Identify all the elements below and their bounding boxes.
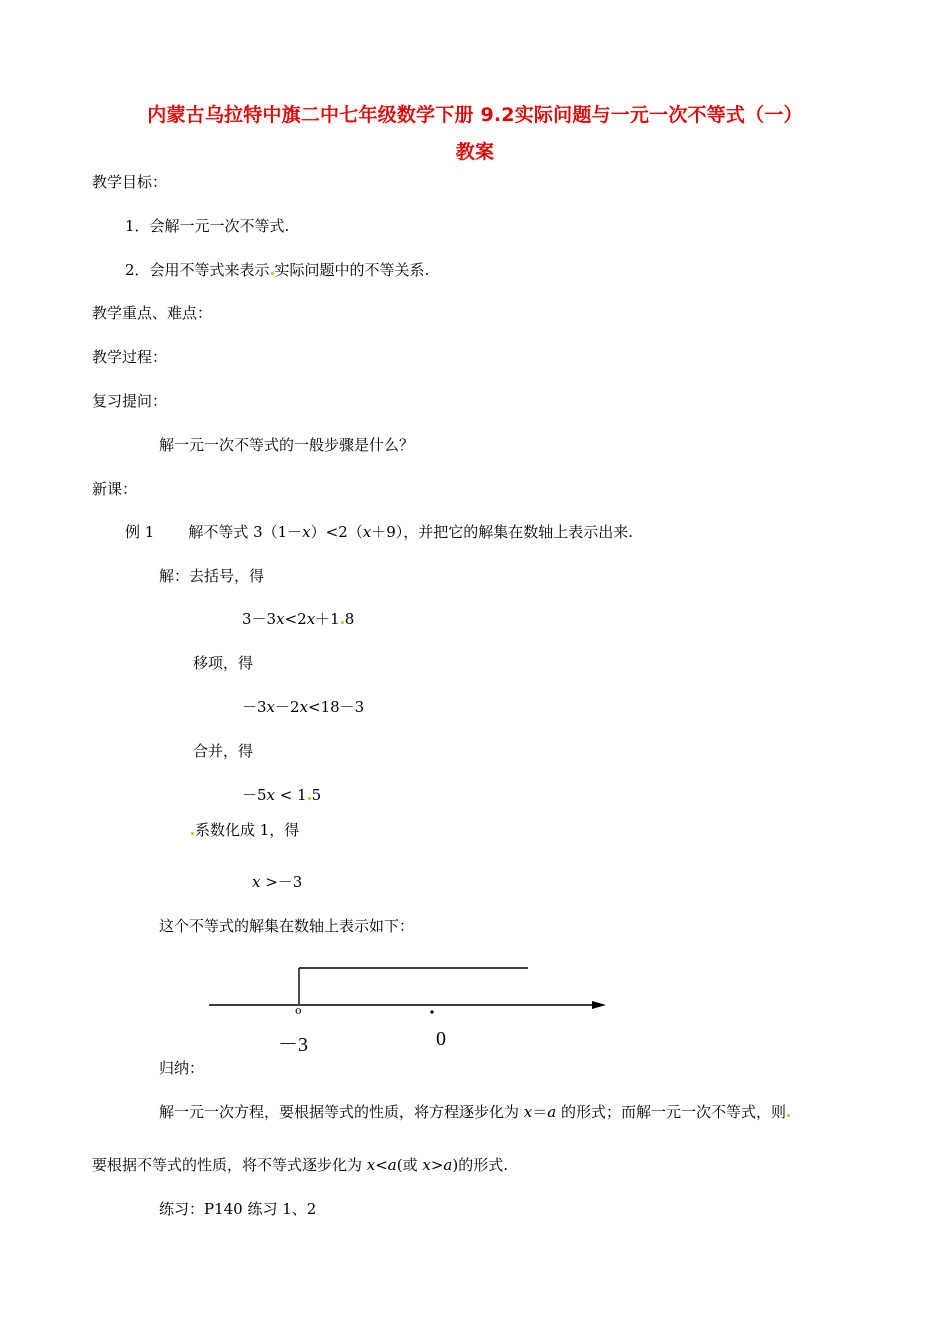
axis-label-minus-3: －3 [278,1034,308,1056]
axis-arrow-icon [592,1001,606,1009]
step3-c: 5 [311,786,322,804]
step1-x1: x [276,610,285,628]
review-question: 解一元一次不等式的一般步骤是什么？ [159,436,415,454]
step1-a: 3－3 [242,610,277,628]
solution-intro: 解：去括号，得 [159,567,265,585]
exercise: 练习：P140 练习 1、2 [159,1200,317,1218]
axis-label-zero: 0 [436,1028,446,1050]
example-text-a: 解不等式 3（1－ [188,523,303,541]
summary2-expr2: x>a [422,1156,453,1174]
marker-dot-icon [308,797,311,800]
document-title-line2: 教案 [455,141,495,163]
summary-heading: 归纳： [159,1059,205,1077]
objectives-heading: 教学目标： [92,173,168,191]
step2-a: －3 [242,698,267,716]
solution-step-3 [242,785,321,805]
step3-x: x [266,786,276,804]
solution-step-4 [252,872,302,892]
example-text-b: ）<2（ [310,523,363,541]
summary2-a: 要根据不等式的性质，将不等式逐步化为 [92,1156,367,1174]
example-label: 例 1 [125,523,155,541]
summary1-var-x: x [523,1103,533,1121]
process-heading: 教学过程： [92,348,168,366]
move-terms-label: 移项，得 [193,654,254,672]
summary2-b: (或 [396,1156,423,1174]
step3-b: < 1 [275,786,307,804]
solution-step-1 [242,609,354,629]
key-points-heading: 教学重点、难点： [92,304,213,322]
marker-dot-icon [191,832,194,835]
step3-a: －5 [242,786,267,804]
step2-x2: x [299,698,309,716]
step1-b: <2 [284,610,307,628]
step1-c: ＋1 [315,610,340,628]
summary-paragraph-line2 [92,1155,508,1175]
summary2-expr1: x<a [366,1156,397,1174]
summary2-c: )的形式. [452,1156,508,1174]
new-lesson-heading: 新课： [92,480,138,498]
review-heading: 复习提问： [92,392,168,410]
objective-2-suffix: 实际问题中的不等关系. [274,261,430,279]
number-line-diagram [0,960,950,1050]
objective-1: 1．会解一元一次不等式. [125,217,290,235]
open-circle-marker: o [295,1004,302,1017]
combine-label: 合并，得 [193,742,254,760]
marker-dot-icon [271,272,274,275]
step1-x2: x [306,610,316,628]
numberline-intro: 这个不等式的解集在数轴上表示如下： [159,917,415,935]
example-text-c: ＋9），并把它的解集在数轴上表示出来. [371,523,634,541]
example-var-x2: x [362,523,372,541]
solution-step-2 [242,697,364,717]
summary1-var-a: a [547,1103,557,1121]
summary1-a: 解一元一次方程，要根据等式的性质，将方程逐步化为 [159,1103,524,1121]
step2-c: <18－3 [308,698,365,716]
step4-b: >－3 [260,873,303,891]
marker-dot-icon [787,1114,790,1117]
document-title-line1: 内蒙古乌拉特中旗二中七年级数学下册 9.2实际问题与一元一次不等式（一） [147,104,803,126]
coefficient-text: 系数化成 1，得 [195,821,300,839]
objective-2-prefix: 2．会用不等式来表示 [125,261,270,279]
summary-paragraph-line1 [159,1102,791,1122]
example-var-x1: x [302,523,311,541]
summary1-b: ＝ [532,1103,548,1121]
step2-b: －2 [275,698,300,716]
example-1 [125,522,633,542]
step1-d: 8 [344,610,355,628]
step2-x1: x [266,698,276,716]
summary1-c: 的形式；而解一元一次不等式，则 [556,1103,786,1121]
coefficient-label [190,820,299,840]
objective-2 [125,260,429,280]
marker-dot-icon [341,621,344,624]
step4-x: x [252,873,261,891]
zero-point [430,1010,433,1013]
